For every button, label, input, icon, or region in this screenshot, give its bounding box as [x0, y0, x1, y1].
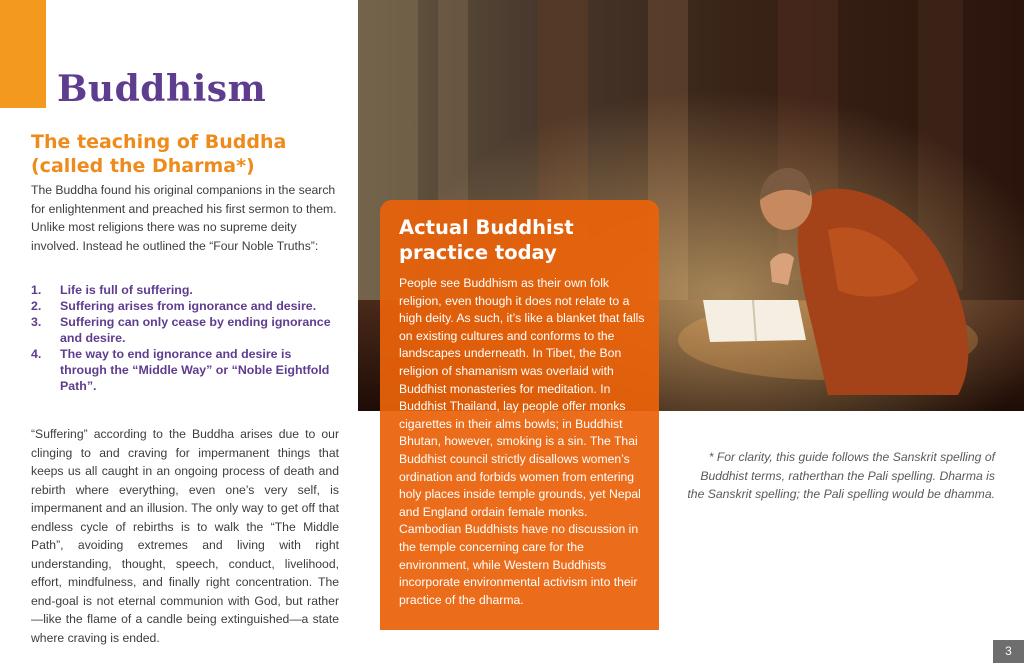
list-number: 4. [31, 347, 42, 361]
callout-title: Actual Buddhist practice today [399, 216, 574, 264]
list-item [31, 346, 331, 394]
list-item [31, 314, 331, 346]
page-number: 3 [993, 640, 1024, 663]
body-paragraph: “Suffering” according to the Buddha arises due to our clinging to and craving for impermanent things that keeps us all caught in an ongoing process of death and rebirth where everything, even one’s very self, is impermanent and an illusion. The only way to get off that endless cycle of rebirths is to walk the “The Middle Path”, avoiding extremes and living with right understanding, thought, speech, conduct, livelihood, effort, mindfulness, and finally right concentration. The end-goal is not eternal communion with God, but rather—like the flame of a candle being extinguished—a state where craving is ended. [31, 427, 339, 645]
list-number: 2. [31, 299, 42, 313]
list-number: 3. [31, 315, 42, 329]
list-item [31, 298, 331, 314]
callout-text: People see Buddhism as their own folk religion, even though it does not relate to a high deity. As such, it’s like a blanket that falls on existing cultures and conforms to the landscapes underneath. In Tibet, the Bon religion of shamanism was overlaid with Buddhist monasteries for meditation. In Buddhist Thailand, lay people offer monks cigarettes in their alms bowls; in Buddhist Bhutan, however, smoking is a sin. The Thai Buddhist council strictly disallows women’s ordination and forbids women from entering holy places inside temple grounds, yet Nepal and England ordain female monks. Cambodian Buddhists have no discussion in the temple concerning care for the environment, while Western Buddhists incorporate environmental activism into their practice of the dharma. [399, 276, 645, 607]
list-item-text: Suffering arises from ignorance and desire. [60, 299, 317, 313]
list-number: 1. [31, 283, 42, 297]
section-subtitle: The teaching of Buddha (called the Dharma*) [31, 131, 287, 177]
list-item-text: Life is full of suffering. [60, 283, 193, 297]
practice-callout-box [380, 200, 659, 630]
list-item [31, 282, 331, 298]
intro-paragraph: The Buddha found his original companions in the search for enlightenment and preached his first sermon to them. Unlike most religions there was no supreme deity involved. Instead he outlined the “Four Noble Truths”: [31, 183, 337, 253]
four-noble-truths-list [31, 282, 331, 394]
page-title: Buddhism [57, 68, 267, 110]
footnote: * For clarity, this guide follows the Sanskrit spelling of Buddhist terms, ratherthan the Pali spelling. Dharma is the Sanskrit spelling; the Pali spelling would be dhamma. [687, 450, 995, 501]
list-item-text: Suffering can only cease by ending ignorance and desire. [60, 315, 331, 345]
list-item-text: The way to end ignorance and desire is through the “Middle Way” or “Noble Eightfold Path”. [60, 347, 330, 393]
orange-accent-tab [0, 0, 46, 108]
